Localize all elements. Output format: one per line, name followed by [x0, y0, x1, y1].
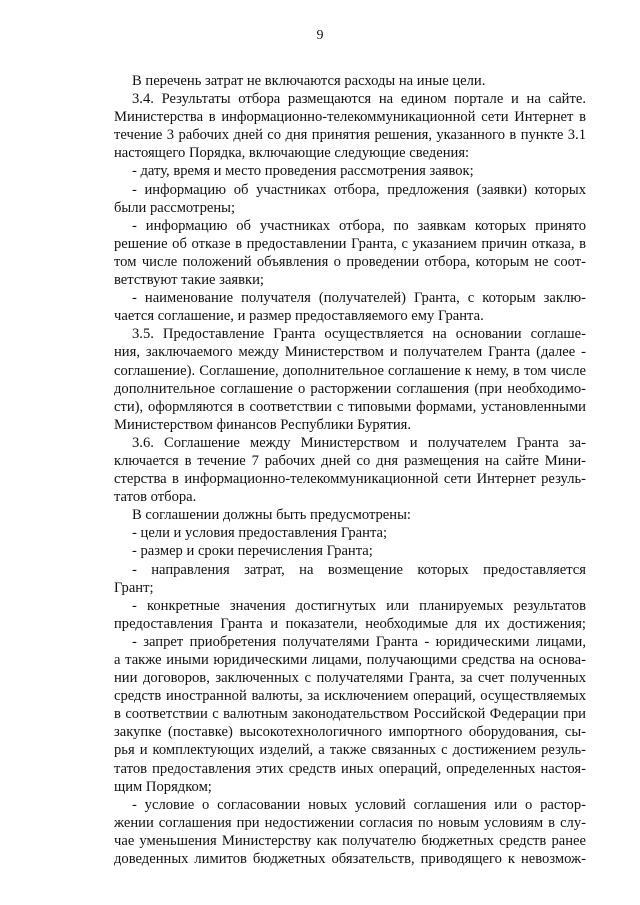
- text-line: ветствуют такие заявки;: [114, 272, 264, 289]
- text-line: щим Порядком;: [114, 778, 212, 795]
- text-line: средств иностранной валюты, за исключением операций, осуществляемых: [114, 688, 586, 705]
- text-line: 3.4. Результаты отбора размещаются на едином портале и на сайте.: [132, 91, 586, 108]
- text-line: в соответствии с валютным законодательством Российской Федерации при: [114, 706, 586, 723]
- text-line: В соглашении должны быть предусмотрены:: [132, 507, 411, 524]
- text-line: чае уменьшения Министерству как получателю бюджетных средств ранее: [114, 832, 586, 849]
- text-line: - размер и сроки перечисления Гранта;: [132, 543, 373, 560]
- text-line: сти), оформляются в соответствии с типовыми формами, установленными: [114, 398, 586, 415]
- text-line: Грант;: [114, 579, 154, 596]
- page-number: 9: [316, 28, 324, 43]
- text-line: течение 3 рабочих дней со дня принятия решения, указанного в пункте 3.1: [114, 127, 586, 144]
- text-line: - дату, время и место проведения рассмотрения заявок;: [132, 163, 474, 180]
- text-line: были рассмотрены;: [114, 199, 236, 216]
- text-line: - конкретные значения достигнутых или планируемых результатов: [132, 597, 586, 614]
- text-line: рья и комплектующих изделий, а также связанных с достижением резуль-: [114, 742, 586, 759]
- text-line: соглашение). Соглашение, дополнительное соглашение к нему, в том числе: [114, 362, 586, 379]
- text-line: - направления затрат, на возмещение которых предоставляется: [132, 561, 586, 578]
- text-line: а также иными юридическими лицами, получающими средства на основа-: [114, 652, 586, 668]
- text-line: Министерством финансов Республики Бурятия.: [114, 416, 411, 433]
- text-line: татов предоставления этих средств иных операций, определенных настоя-: [114, 760, 586, 777]
- text-line: настоящего Порядка, включающие следующие сведения:: [114, 145, 470, 162]
- text-line: жении соглашения при недостижении согласия по новым условиям в слу-: [114, 814, 586, 831]
- text-line: дополнительное соглашение о расторжении соглашения (при необходимо-: [114, 380, 586, 397]
- text-line: доведенных лимитов бюджетных обязательств, приводящего к невозмож-: [114, 851, 586, 868]
- text-line: Министерства в информационно-телекоммуникационной сети Интернет в: [114, 109, 586, 126]
- text-line: - условие о согласовании новых условий соглашения или о растор-: [132, 796, 586, 813]
- text-line: 3.5. Предоставление Гранта осуществляется на основании соглаше-: [132, 326, 586, 343]
- text-line: закупке (поставке) высокотехнологичного импортного оборудования, сы-: [114, 724, 586, 741]
- text-line: - цели и условия предоставления Гранта;: [132, 525, 388, 542]
- text-line: том числе положений объявления о проведении отбора, которым не соот-: [114, 253, 586, 270]
- document-body: [114, 72, 586, 868]
- text-line: стерства в информационно-телекоммуникационной сети Интернет резуль-: [114, 471, 586, 488]
- text-line: В перечень затрат не включаются расходы на иные цели.: [132, 73, 486, 89]
- text-line: ключается в течение 7 рабочих дней со дня размещения на сайте Мини-: [114, 452, 586, 469]
- text-line: - наименование получателя (получателей) Гранта, с которым заклю-: [132, 290, 586, 307]
- text-line: 3.6. Соглашение между Министерством и получателем Гранта за-: [132, 434, 586, 451]
- text-line: - информацию об участниках отбора, по заявкам которых принято: [132, 217, 586, 234]
- text-line: нии договоров, заключенных с получателями Гранта, за счет полученных: [114, 670, 586, 687]
- text-line: ния, заключаемого между Министерством и получателем Гранта (далее -: [114, 344, 586, 361]
- text-line: предоставления Гранта и показатели, необходимые для их достижения;: [114, 615, 586, 632]
- text-line: - запрет приобретения получателями Гранта - юридическими лицами,: [132, 633, 586, 650]
- text-line: решение об отказе в предоставлении Гранта, с указанием причин отказа, в: [114, 235, 586, 252]
- text-line: чается соглашение, и размер предоставляемого ему Гранта.: [114, 308, 484, 325]
- text-line: - информацию об участниках отбора, предложения (заявки) которых: [132, 181, 586, 198]
- text-line: татов отбора.: [114, 489, 197, 506]
